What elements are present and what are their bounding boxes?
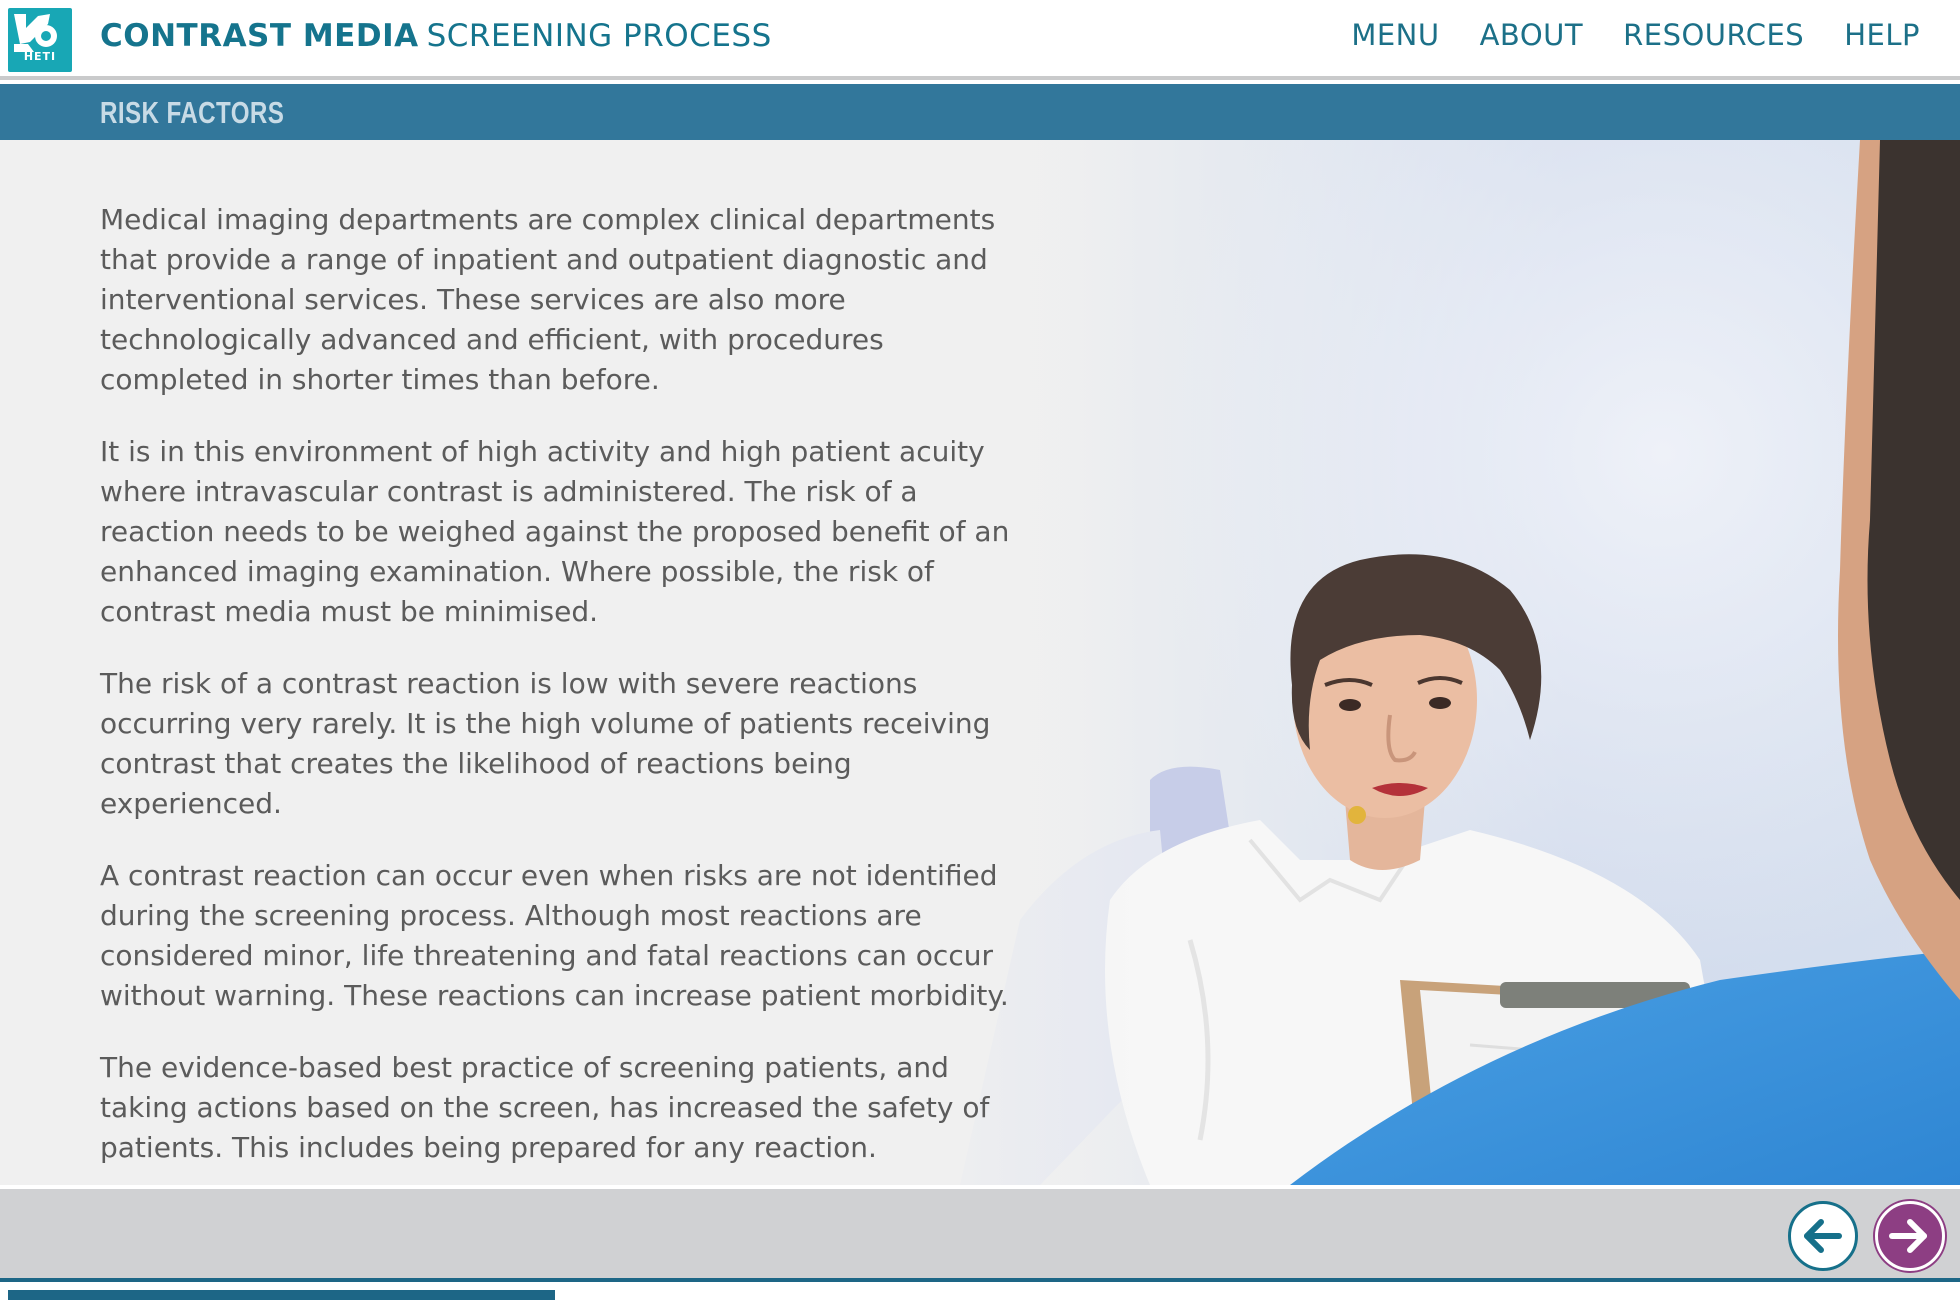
paragraph: A contrast reaction can occur even when risks are not identified during the screening process. Although most reactions are considered minor, life threatening and fatal reactions can occur without warning. These reactions can increase patient morbidity. (100, 859, 1009, 1012)
paragraph: The risk of a contrast reaction is low with severe reactions occurring very rarely. It is the high volume of patients receiving contrast that creates the likelihood of reactions being experienced. (100, 667, 991, 820)
section-title: RISK FACTORS (100, 95, 285, 130)
nav-resources[interactable]: RESOURCES (1623, 18, 1805, 52)
paragraph: The evidence-based best practice of screening patients, and taking actions based on the screen, has increased the safety of patients. This includes being prepared for any reaction. (100, 1051, 990, 1164)
app-title (100, 18, 772, 54)
body-text (100, 200, 1030, 1185)
section-bar (0, 84, 1960, 140)
paragraph: Medical imaging departments are complex clinical departments that provide a range of inpatient and outpatient diagnostic and interventional services. These services are also more technologically advanced and efficient, with procedures completed in shorter times than before. (100, 203, 996, 396)
app-header (0, 0, 1960, 80)
app-title-strong: CONTRAST MEDIA (100, 18, 419, 54)
paragraph: It is in this environment of high activity and high patient acuity where intravascular contrast is administered. The risk of a reaction needs to be weighed against the proposed benefit of an enhanced imaging examination. Where possible, the risk of contrast media must be minimised. (100, 435, 1010, 628)
footer-bar (0, 1185, 1960, 1280)
nav-about[interactable]: ABOUT (1479, 18, 1584, 52)
next-button[interactable] (1875, 1201, 1945, 1271)
heti-logo (8, 8, 72, 72)
top-nav (1351, 18, 1920, 52)
nav-help[interactable]: HELP (1844, 18, 1920, 52)
app-title-light: SCREENING PROCESS (426, 18, 772, 54)
back-button[interactable] (1788, 1201, 1858, 1271)
arrow-right-icon (1878, 1204, 1942, 1268)
nav-menu[interactable]: MENU (1351, 18, 1440, 52)
logo-text: HETI (23, 50, 57, 63)
progress-fill (8, 1290, 555, 1300)
arrow-left-icon (1791, 1204, 1855, 1268)
content-area (0, 140, 1960, 1185)
progress-bar (0, 1278, 1960, 1308)
